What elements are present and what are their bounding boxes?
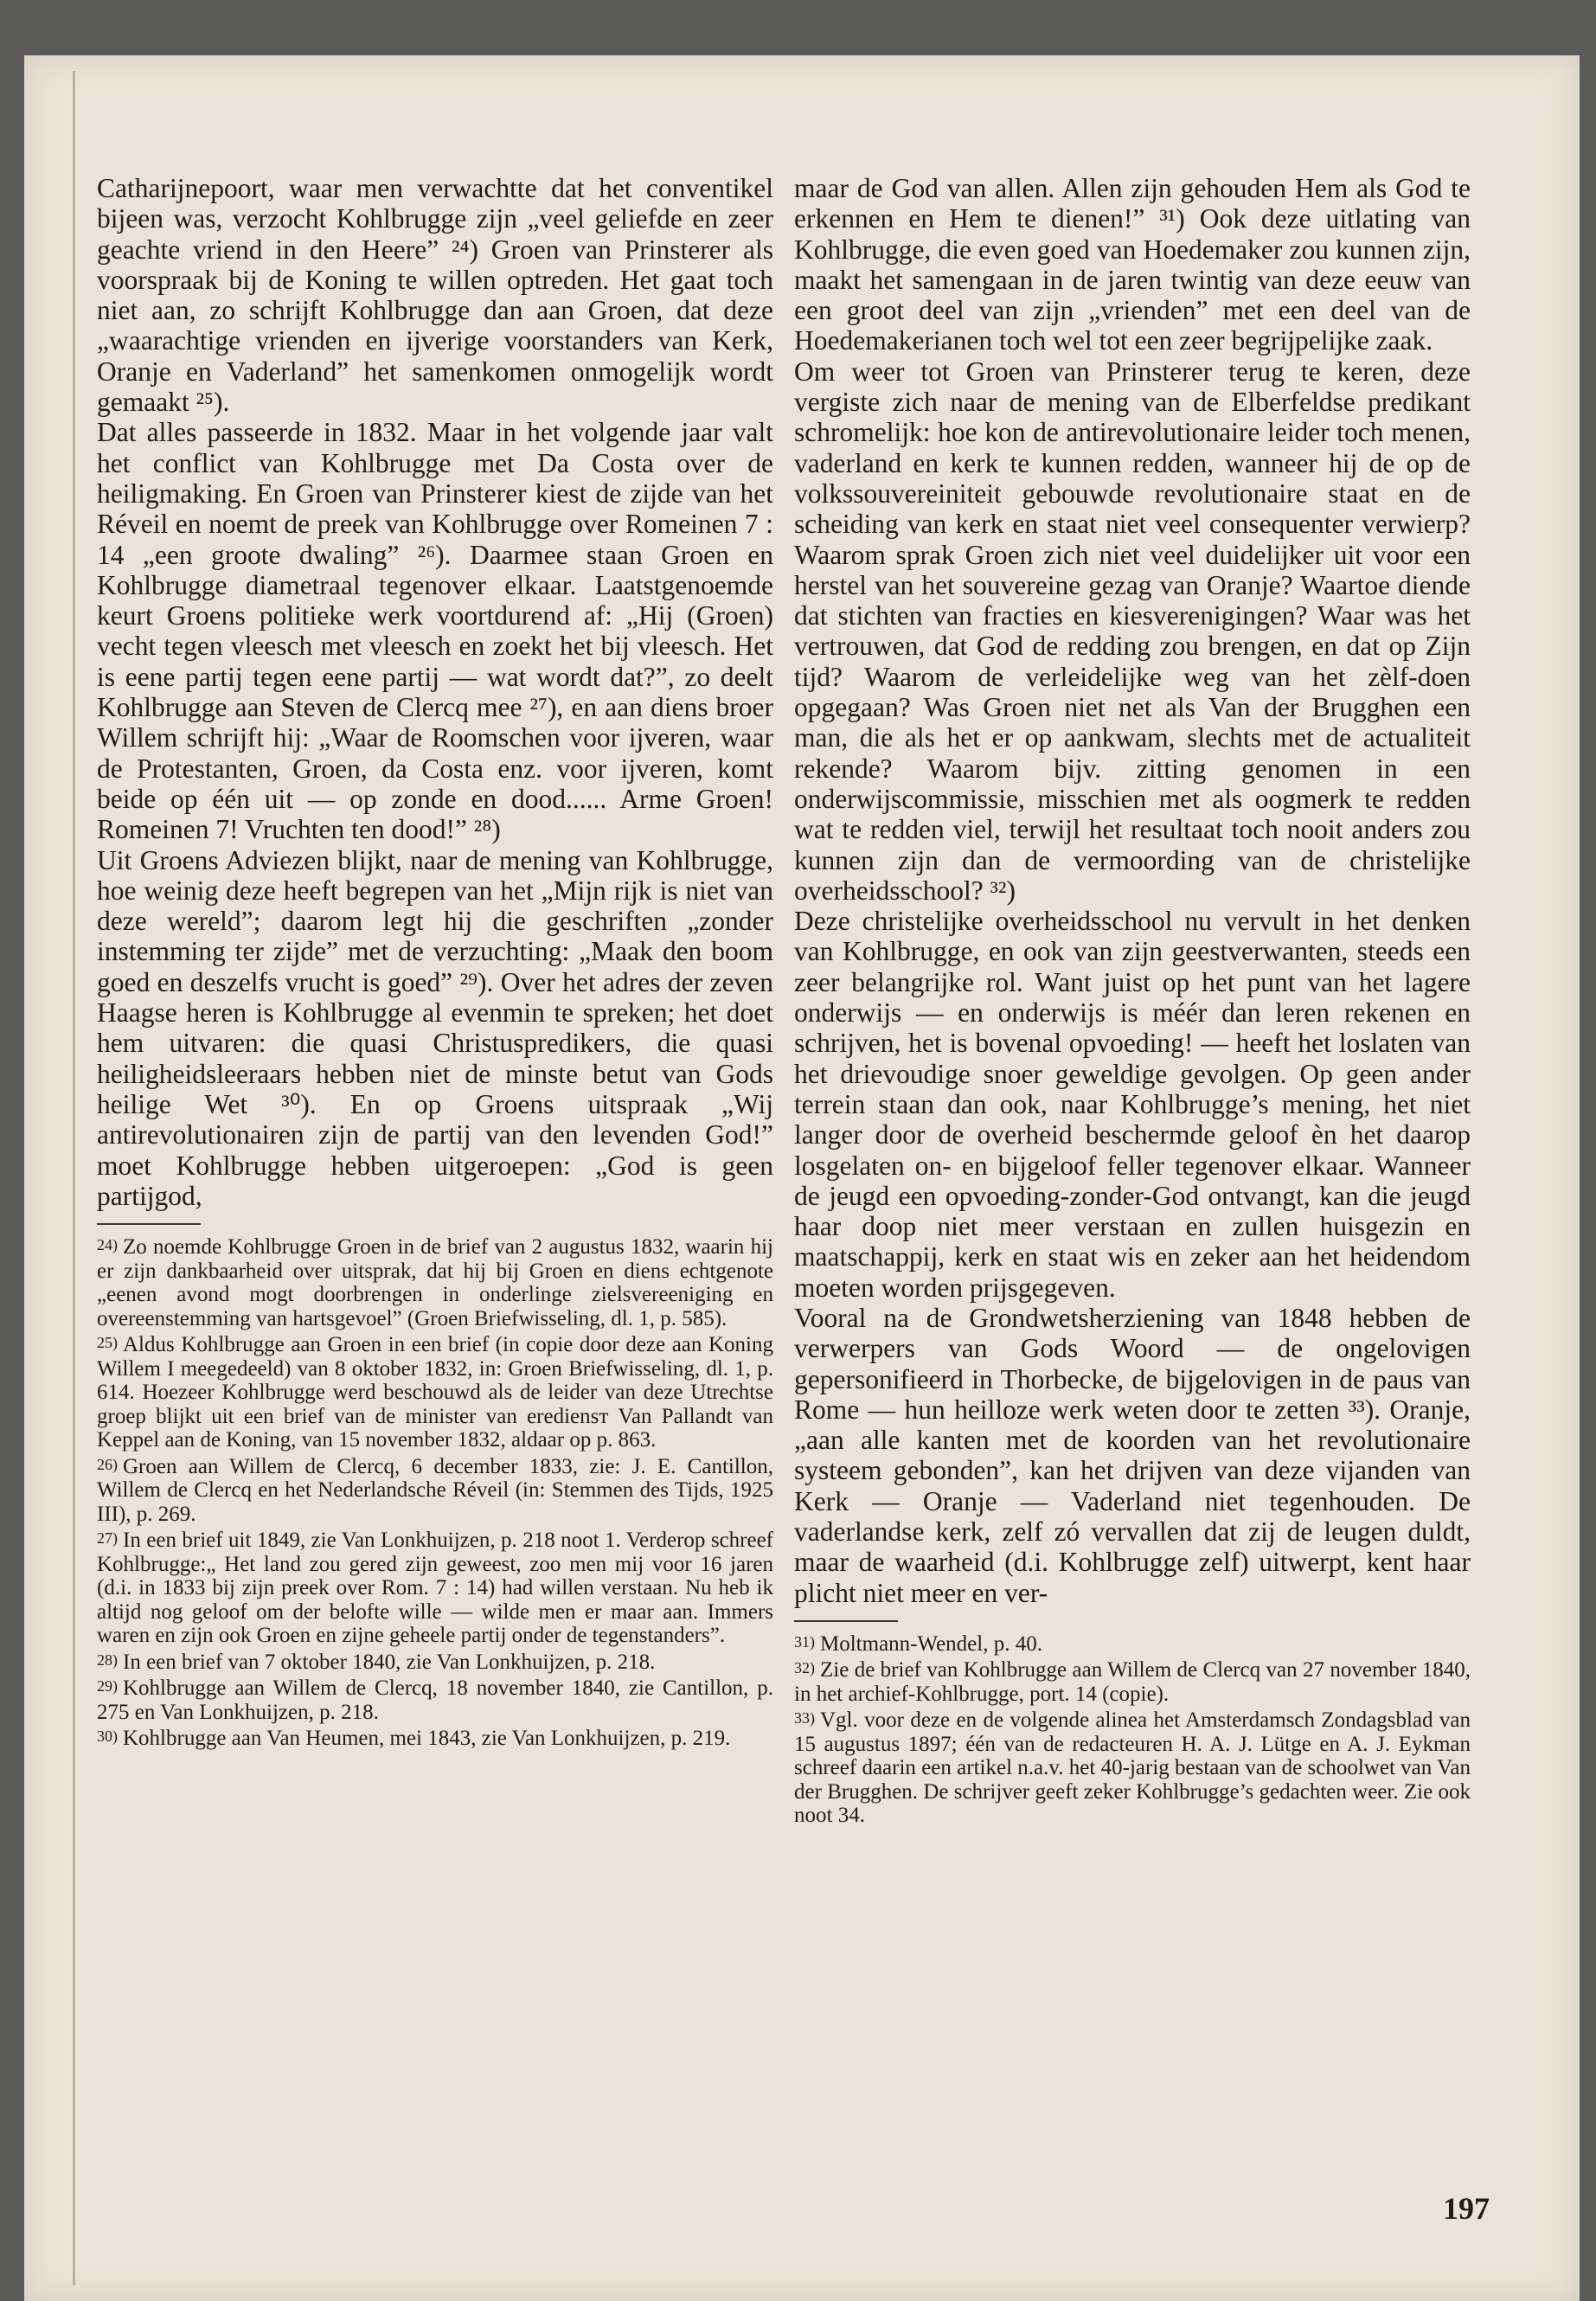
footnote: 25) Aldus Kohlbrugge aan Groen in een brief (in copie door deze aan Koning Willem I meegedeeld) van 8 oktober 1832, in: Groen Briefwisseling, dl. 1, p. 614. Hoezeer Kohlbrugge werd beschouwd als de leider van deze Utrechtse groep blijkt uit een brief van de minister van erediensт Van Pallandt van Keppel aan de Koning, van 15 november 1832, aldaar op p. 863. <box>97 1333 773 1452</box>
paragraph: Uit Groens Adviezen blijkt, naar de mening van Kohlbrugge, hoe weinig deze heeft begrepen van het „Mijn rijk is niet van deze wereld”; daarom legt hij die geschriften „zonder instemming ter zijde” met de verzuchting: „Maak den boom goed en deszelfs vrucht is goed” ²⁹). Over het adres der zeven Haagse heren is Kohlbrugge al evenmin te spreken; het doet hem uitvaren: die quasi Christuspredikers, die quasi heiligheidsleeraars hebben niet de minste betut van Gods heilige Wet ³⁰). En op Groens uitspraak „Wij antirevolutionairen zijn de partij van den levenden God!” moet Kohlbrugge hebben uitgeroepen: „God is geen partijgod, <box>97 844 773 1211</box>
left-body-text <box>97 173 773 1211</box>
footnote-rule <box>97 1223 201 1225</box>
right-footnotes <box>794 1631 1471 1828</box>
footnote: 33) Vgl. voor deze en de volgende alinea het Amsterdamsch Zondagsblad van 15 augustus 1897; één van de redacteuren H. A. J. Lütge en A. J. Eykman schreef daarin een artikel n.a.v. het 40-jarig bestaan van de schoolwet van Van der Brugghen. De schrijver geeft zeker Kohlbrugge’s gedachten weer. Zie ook noot 34. <box>794 1708 1471 1828</box>
left-footnotes <box>97 1234 773 1751</box>
footnote: 24) Zo noemde Kohlbrugge Groen in de brief van 2 augustus 1832, waarin hij er zijn dankbaarheid over uitsprak, dat hij bij Groen en diens echtgenote „eenen avond mogt doorbrengen in onderlinge zielsvereeniging en overeenstemming van hartsgevoel” (Groen Briefwisseling, dl. 1, p. 585). <box>97 1235 773 1330</box>
paragraph: Vooral na de Grondwetsherziening van 1848 hebben de verwerpers van Gods Woord — de ongelovigen gepersonifieerd in Thorbecke, de bijgelovigen in de paus van Rome — hun heilloze werk weten door te zetten ³³). Oranje, „aan alle kanten met de koorden van het revolutionaire systeem gebonden”, kan het drijven van deze vijanden van Kerk — Oranje — Vaderland niet tegenhouden. De vaderlandse kerk, zelf zó vervallen dat zij de leugen duldt, maar de waarheid (d.i. Kohlbrugge zelf) uitwerpt, kent haar plicht niet meer en ver- <box>794 1302 1471 1608</box>
paragraph: Catharijnepoort, waar men verwachtte dat het conventikel bijeen was, verzocht Kohlbrugge zijn „veel geliefde en zeer geachte vriend in den Heere” ²⁴) Groen van Prinsterer als voorspraak bij de Koning te willen optreden. Het gaat toch niet aan, zo schrijft Kohlbrugge dan aan Groen, dat deze „waarachtige vrienden en ijverige voorstanders van Kerk, Oranje en Vaderland” het samenkomen onmogelijk wordt gemaakt ²⁵). <box>97 173 773 418</box>
paragraph: Om weer tot Groen van Prinsterer terug te keren, deze vergiste zich naar de mening van de Elberfeldse predikant schromelijk: hoe kon de antirevolutionaire leider toch menen, vaderland en kerk te kunnen redden, wanneer hij de op de volkssouvereiniteit gebouwde revolutionaire staat en de scheiding van kerk en staat niet veel consequenter verwierp? Waarom sprak Groen zich niet veel duidelijker uit voor een herstel van het souvereine gezag van Oranje? Waartoe diende dat stichten van fracties en kiesverenigingen? Waar was het vertrouwen, dat God de redding zou brengen, en dat op Zijn tijd? Waarom de verleidelijke weg van het zèlf-doen opgegaan? Was Groen niet net als Van der Brugghen een man, die als het er op aankwam, slechts met de actualiteit rekende? Waarom bijv. zitting genomen in een onderwijscommissie, misschien met als oogmerk te redden wat te redden viel, terwijl het resultaat toch nooit anders zou kunnen zijn dan de vermoording van de christelijke overheidsschool? ³²) <box>794 356 1471 906</box>
left-column <box>97 173 773 1752</box>
footnote: 32) Zie de brief van Kohlbrugge aan Willem de Clercq van 27 november 1840, in het archief-Kohlbrugge, port. 14 (copie). <box>794 1658 1471 1706</box>
paragraph: Deze christelijke overheidsschool nu vervult in het denken van Kohlbrugge, en ook van zijn geestverwanten, steeds een zeer belangrijke rol. Want juist op het punt van het lagere onderwijs — en onderwijs is méér dan leren rekenen en schrijven, het is bovenal opvoeding! — heeft het loslaten van het drievoudige snoer geweldige gevolgen. Op geen ander terrein staan dan ook, naar Kohlbrugge’s mening, het niet langer door de overheid beschermde geloof èn het daarop losgelaten on- en bijgeloof feller tegenover elkaar. Wanneer de jeugd een opvoeding-zonder-God ontvangt, kan die jeugd haar doop niet meer verstaan en zullen huisgezin en maatschappij, kerk en staat wis en zeker aan het heidendom moeten worden prijsgegeven. <box>794 906 1471 1303</box>
right-body-text <box>794 173 1471 1608</box>
footnote-rule <box>794 1620 898 1622</box>
paragraph: maar de God van allen. Allen zijn gehouden Hem als God te erkennen en Hem te dienen!” ³¹) Ook deze uitlating van Kohlbrugge, die even goed van Hoedemaker zou kunnen zijn, maakt het samengaan in de jaren twintig van deze eeuw van een groot deel van zijn „vrienden” met een deel van de Hoedemakerianen toch wel tot een zeer begrijpelijke zaak. <box>794 173 1471 356</box>
paragraph: Dat alles passeerde in 1832. Maar in het volgende jaar valt het conflict van Kohlbrugge met Da Costa over de heiligmaking. En Groen van Prinsterer kiest de zijde van het Réveil en noemt de preek van Kohlbrugge over Romeinen 7 : 14 „een groote dwaling” ²⁶). Daarmee staan Groen en Kohlbrugge diametraal tegenover elkaar. Laatstgenoemde keurt Groens politieke werk voortdurend af: „Hij (Groen) vecht tegen vleesch met vleesch en zoekt het bij vleesch. Het is eene partij tegen eene partij — wat wordt dat?”, zo deelt Kohlbrugge aan Steven de Clercq mee ²⁷), en aan diens broer Willem schrijft hij: „Waar de Roomschen voor ijveren, waar de Protestanten, Groen, da Costa enz. voor ijveren, komt beide op één uit — op zonde en dood...... Arme Groen! Romeinen 7! Vruchten ten dood!” ²⁸) <box>97 417 773 845</box>
book-page <box>24 55 1580 2301</box>
footnote: 27) In een brief uit 1849, zie Van Lonkhuijzen, p. 218 noot 1. Verderop schreef Kohlbrugge:„ Het land zou gered zijn geweest, zoo men mij voor 16 jaren (d.i. in 1833 bij zijn preek over Rom. 7 : 14) had willen verstaan. Nu heb ik altijd nog geloof om der belofte wille — wilde men er maar aan. Immers waren en zijn ook Groen en zijne geheele partij onder de tegenstanders”. <box>97 1529 773 1648</box>
footnote: 30) Kohlbrugge aan Van Heumen, mei 1843, zie Van Lonkhuijzen, p. 219. <box>97 1727 731 1751</box>
page-number: 197 <box>1443 2191 1490 2226</box>
footnote: 29) Kohlbrugge aan Willem de Clercq, 18 november 1840, zie Cantillon, p. 275 en Van Lonkhuijzen, p. 218. <box>97 1676 773 1724</box>
footnote: 28) In een brief van 7 oktober 1840, zie Van Lonkhuijzen, p. 218. <box>97 1650 656 1674</box>
footnote: 26) Groen aan Willem de Clercq, 6 december 1833, zie: J. E. Cantillon, Willem de Clercq en het Nederlandsche Réveil (in: Stemmen des Tijds, 1925 III), p. 269. <box>97 1454 773 1526</box>
page-gutter-line <box>73 71 75 2285</box>
right-column <box>794 173 1471 1829</box>
footnote: 31) Moltmann-Wendel, p. 40. <box>794 1631 1042 1656</box>
